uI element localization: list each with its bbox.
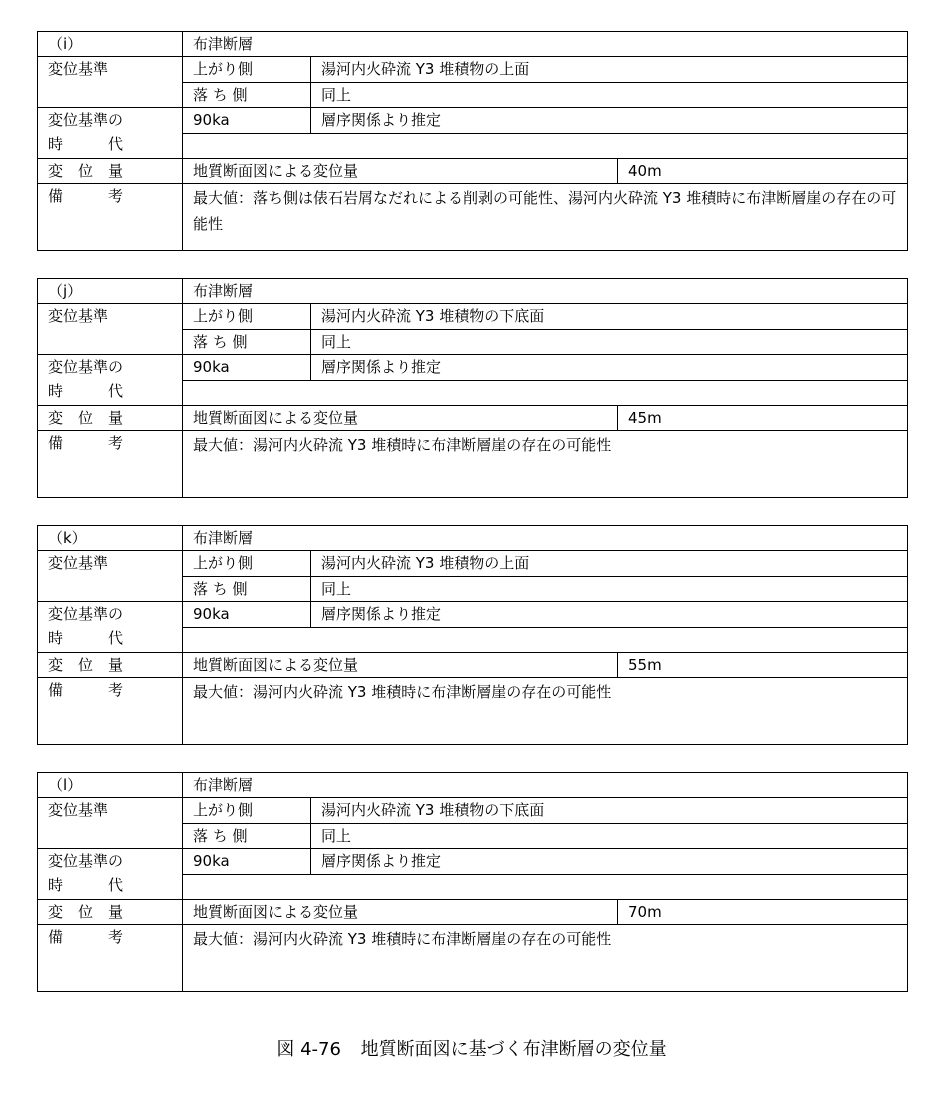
remark-label: 備 考 [38, 431, 183, 498]
figure-caption [0, 1037, 943, 1063]
displacement-label: 変 位 量 [38, 900, 183, 925]
displacement-method: 地質断面図による変位量 [183, 653, 618, 678]
ref-label: 変位基準 [38, 798, 183, 849]
age-label [38, 108, 183, 159]
age-label [38, 849, 183, 900]
block-id: （l） [38, 773, 183, 798]
fault-name: 布津断層 [183, 279, 908, 304]
age-basis: 層序関係より推定 [311, 355, 908, 381]
ref-label: 変位基準 [38, 304, 183, 355]
down-side-value: 同上 [311, 83, 908, 108]
up-side-value: 湯河内火砕流 Y3 堆積物の上面 [311, 57, 908, 83]
fault-name: 布津断層 [183, 526, 908, 551]
down-side-value: 同上 [311, 824, 908, 849]
age-value: 90ka [183, 849, 311, 875]
up-side-value: 湯河内火砕流 Y3 堆積物の上面 [311, 551, 908, 577]
remark-label: 備 考 [38, 678, 183, 745]
age-basis: 層序関係より推定 [311, 108, 908, 134]
displacement-value: 45m [618, 406, 908, 431]
age-blank [183, 628, 908, 653]
displacement-label: 変 位 量 [38, 159, 183, 184]
displacement-label: 変 位 量 [38, 653, 183, 678]
displacement-method: 地質断面図による変位量 [183, 900, 618, 925]
down-side-label: 落 ち 側 [183, 83, 311, 108]
displacement-value: 55m [618, 653, 908, 678]
age-label [38, 355, 183, 406]
remark-text: 最大値：湯河内火砕流 Y3 堆積時に布津断層崖の存在の可能性 [183, 925, 908, 992]
age-label-line2: 時 代 [48, 629, 124, 647]
remark-text: 最大値：落ち側は俵石岩屑なだれによる削剥の可能性、湯河内火砕流 Y3 堆積時に布津断層崖の存在の可能性 [183, 184, 908, 251]
age-value: 90ka [183, 355, 311, 381]
fault-name: 布津断層 [183, 32, 908, 57]
down-side-value: 同上 [311, 330, 908, 355]
block-id: （k） [38, 526, 183, 551]
displacement-value: 40m [618, 159, 908, 184]
age-value: 90ka [183, 602, 311, 628]
age-label-line2: 時 代 [48, 876, 124, 894]
figure-title: 地質断面図に基づく布津断層の変位量 [360, 1039, 667, 1060]
displacement-table-k [37, 525, 908, 745]
remark-text: 最大値：湯河内火砕流 Y3 堆積時に布津断層崖の存在の可能性 [183, 678, 908, 745]
block-id: （i） [38, 32, 183, 57]
displacement-label: 変 位 量 [38, 406, 183, 431]
ref-label: 変位基準 [38, 57, 183, 108]
age-blank [183, 875, 908, 900]
fault-name: 布津断層 [183, 773, 908, 798]
remark-label: 備 考 [38, 925, 183, 992]
age-label-line1: 変位基準の [48, 852, 124, 870]
down-side-value: 同上 [311, 577, 908, 602]
up-side-label: 上がり側 [183, 57, 311, 83]
up-side-label: 上がり側 [183, 551, 311, 577]
up-side-label: 上がり側 [183, 304, 311, 330]
remark-text: 最大値：湯河内火砕流 Y3 堆積時に布津断層崖の存在の可能性 [183, 431, 908, 498]
down-side-label: 落 ち 側 [183, 330, 311, 355]
age-blank [183, 134, 908, 159]
age-value: 90ka [183, 108, 311, 134]
displacement-table-j [37, 278, 908, 498]
displacement-value: 70m [618, 900, 908, 925]
age-basis: 層序関係より推定 [311, 849, 908, 875]
displacement-method: 地質断面図による変位量 [183, 159, 618, 184]
up-side-value: 湯河内火砕流 Y3 堆積物の下底面 [311, 798, 908, 824]
up-side-value: 湯河内火砕流 Y3 堆積物の下底面 [311, 304, 908, 330]
age-blank [183, 381, 908, 406]
age-label [38, 602, 183, 653]
age-label-line1: 変位基準の [48, 358, 124, 376]
down-side-label: 落 ち 側 [183, 824, 311, 849]
up-side-label: 上がり側 [183, 798, 311, 824]
age-label-line1: 変位基準の [48, 111, 124, 129]
age-label-line2: 時 代 [48, 135, 124, 153]
age-basis: 層序関係より推定 [311, 602, 908, 628]
age-label-line2: 時 代 [48, 382, 124, 400]
remark-label: 備 考 [38, 184, 183, 251]
figure-number: 図 4-76 [276, 1039, 341, 1060]
age-label-line1: 変位基準の [48, 605, 124, 623]
block-id: （j） [38, 279, 183, 304]
displacement-table-i [37, 31, 908, 251]
ref-label: 変位基準 [38, 551, 183, 602]
displacement-method: 地質断面図による変位量 [183, 406, 618, 431]
displacement-table-l [37, 772, 908, 992]
down-side-label: 落 ち 側 [183, 577, 311, 602]
